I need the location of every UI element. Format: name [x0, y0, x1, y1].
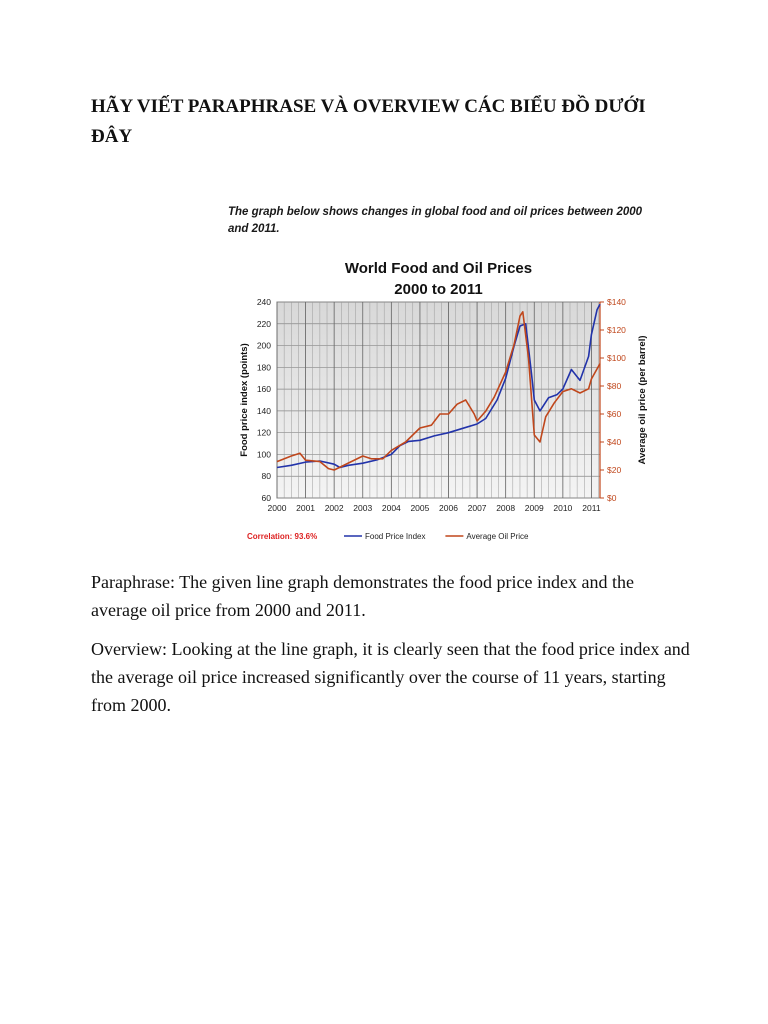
- y2-tick-label: $60: [607, 409, 622, 419]
- chart-caption: The graph below shows changes in global food and oil prices between 2000 and 2011.: [228, 206, 643, 235]
- y2-axis-label: Average oil price (per barrel): [637, 335, 648, 465]
- x-tick-label: 2002: [324, 503, 344, 513]
- y2-tick-label: $100: [607, 353, 626, 363]
- y-tick-label: 180: [256, 362, 271, 373]
- chart-subtitle: 2000 to 2011: [394, 281, 483, 298]
- page-heading: HÃY VIẾT PARAPHRASE VÀ OVERVIEW CÁC BIỂU ĐỒ DƯỚI ĐÂY: [91, 96, 646, 147]
- x-tick-label: 2000: [267, 503, 287, 513]
- y-tick-label: 120: [256, 427, 271, 438]
- x-tick-label: 2008: [496, 503, 516, 513]
- x-tick-label: 2003: [353, 503, 373, 513]
- y-tick-label: 240: [256, 297, 271, 307]
- x-tick-label: 2004: [381, 503, 401, 513]
- x-tick-label: 2009: [524, 503, 544, 513]
- overview-paragraph: Overview: Looking at the line graph, it is clearly seen that the food price index and the average oil price increased significantly over the course of 11 years, starting from 2000.: [91, 639, 690, 715]
- chart-title: World Food and Oil Prices: [344, 260, 533, 277]
- y-tick-label: 140: [256, 405, 271, 416]
- correlation-label: Correlation: 93.6%: [247, 532, 318, 541]
- legend-label: Average Oil Price: [466, 532, 529, 541]
- y-axis-label: Food price index (points): [239, 343, 250, 457]
- x-tick-label: 2007: [467, 503, 487, 513]
- y2-tick-label: $140: [607, 297, 626, 307]
- y-tick-label: 160: [256, 384, 271, 395]
- x-tick-label: 2005: [410, 503, 430, 513]
- y2-tick-label: $80: [607, 381, 622, 391]
- x-tick-label: 2006: [439, 503, 458, 513]
- food-oil-price-chart: [222, 200, 662, 550]
- y-tick-label: 60: [261, 493, 271, 503]
- y2-tick-label: $40: [607, 437, 622, 447]
- y-tick-label: 220: [256, 318, 271, 329]
- paraphrase-paragraph: Paraphrase: The given line graph demonstrates the food price index and the average oil price from 2000 and 2011.: [91, 572, 634, 620]
- x-tick-label: 2010: [553, 503, 573, 513]
- x-tick-label: 2001: [296, 503, 316, 513]
- y2-tick-label: $20: [607, 465, 622, 475]
- y-tick-label: 200: [256, 340, 271, 351]
- legend-label: Food Price Index: [365, 532, 426, 541]
- y-tick-label: 80: [261, 471, 271, 482]
- chart-figure: [222, 200, 662, 550]
- y2-tick-label: $0: [607, 493, 617, 503]
- plot-area: [277, 302, 600, 498]
- y2-tick-label: $120: [607, 325, 626, 335]
- y-tick-label: 100: [256, 449, 271, 460]
- x-tick-label: 2011: [582, 503, 601, 513]
